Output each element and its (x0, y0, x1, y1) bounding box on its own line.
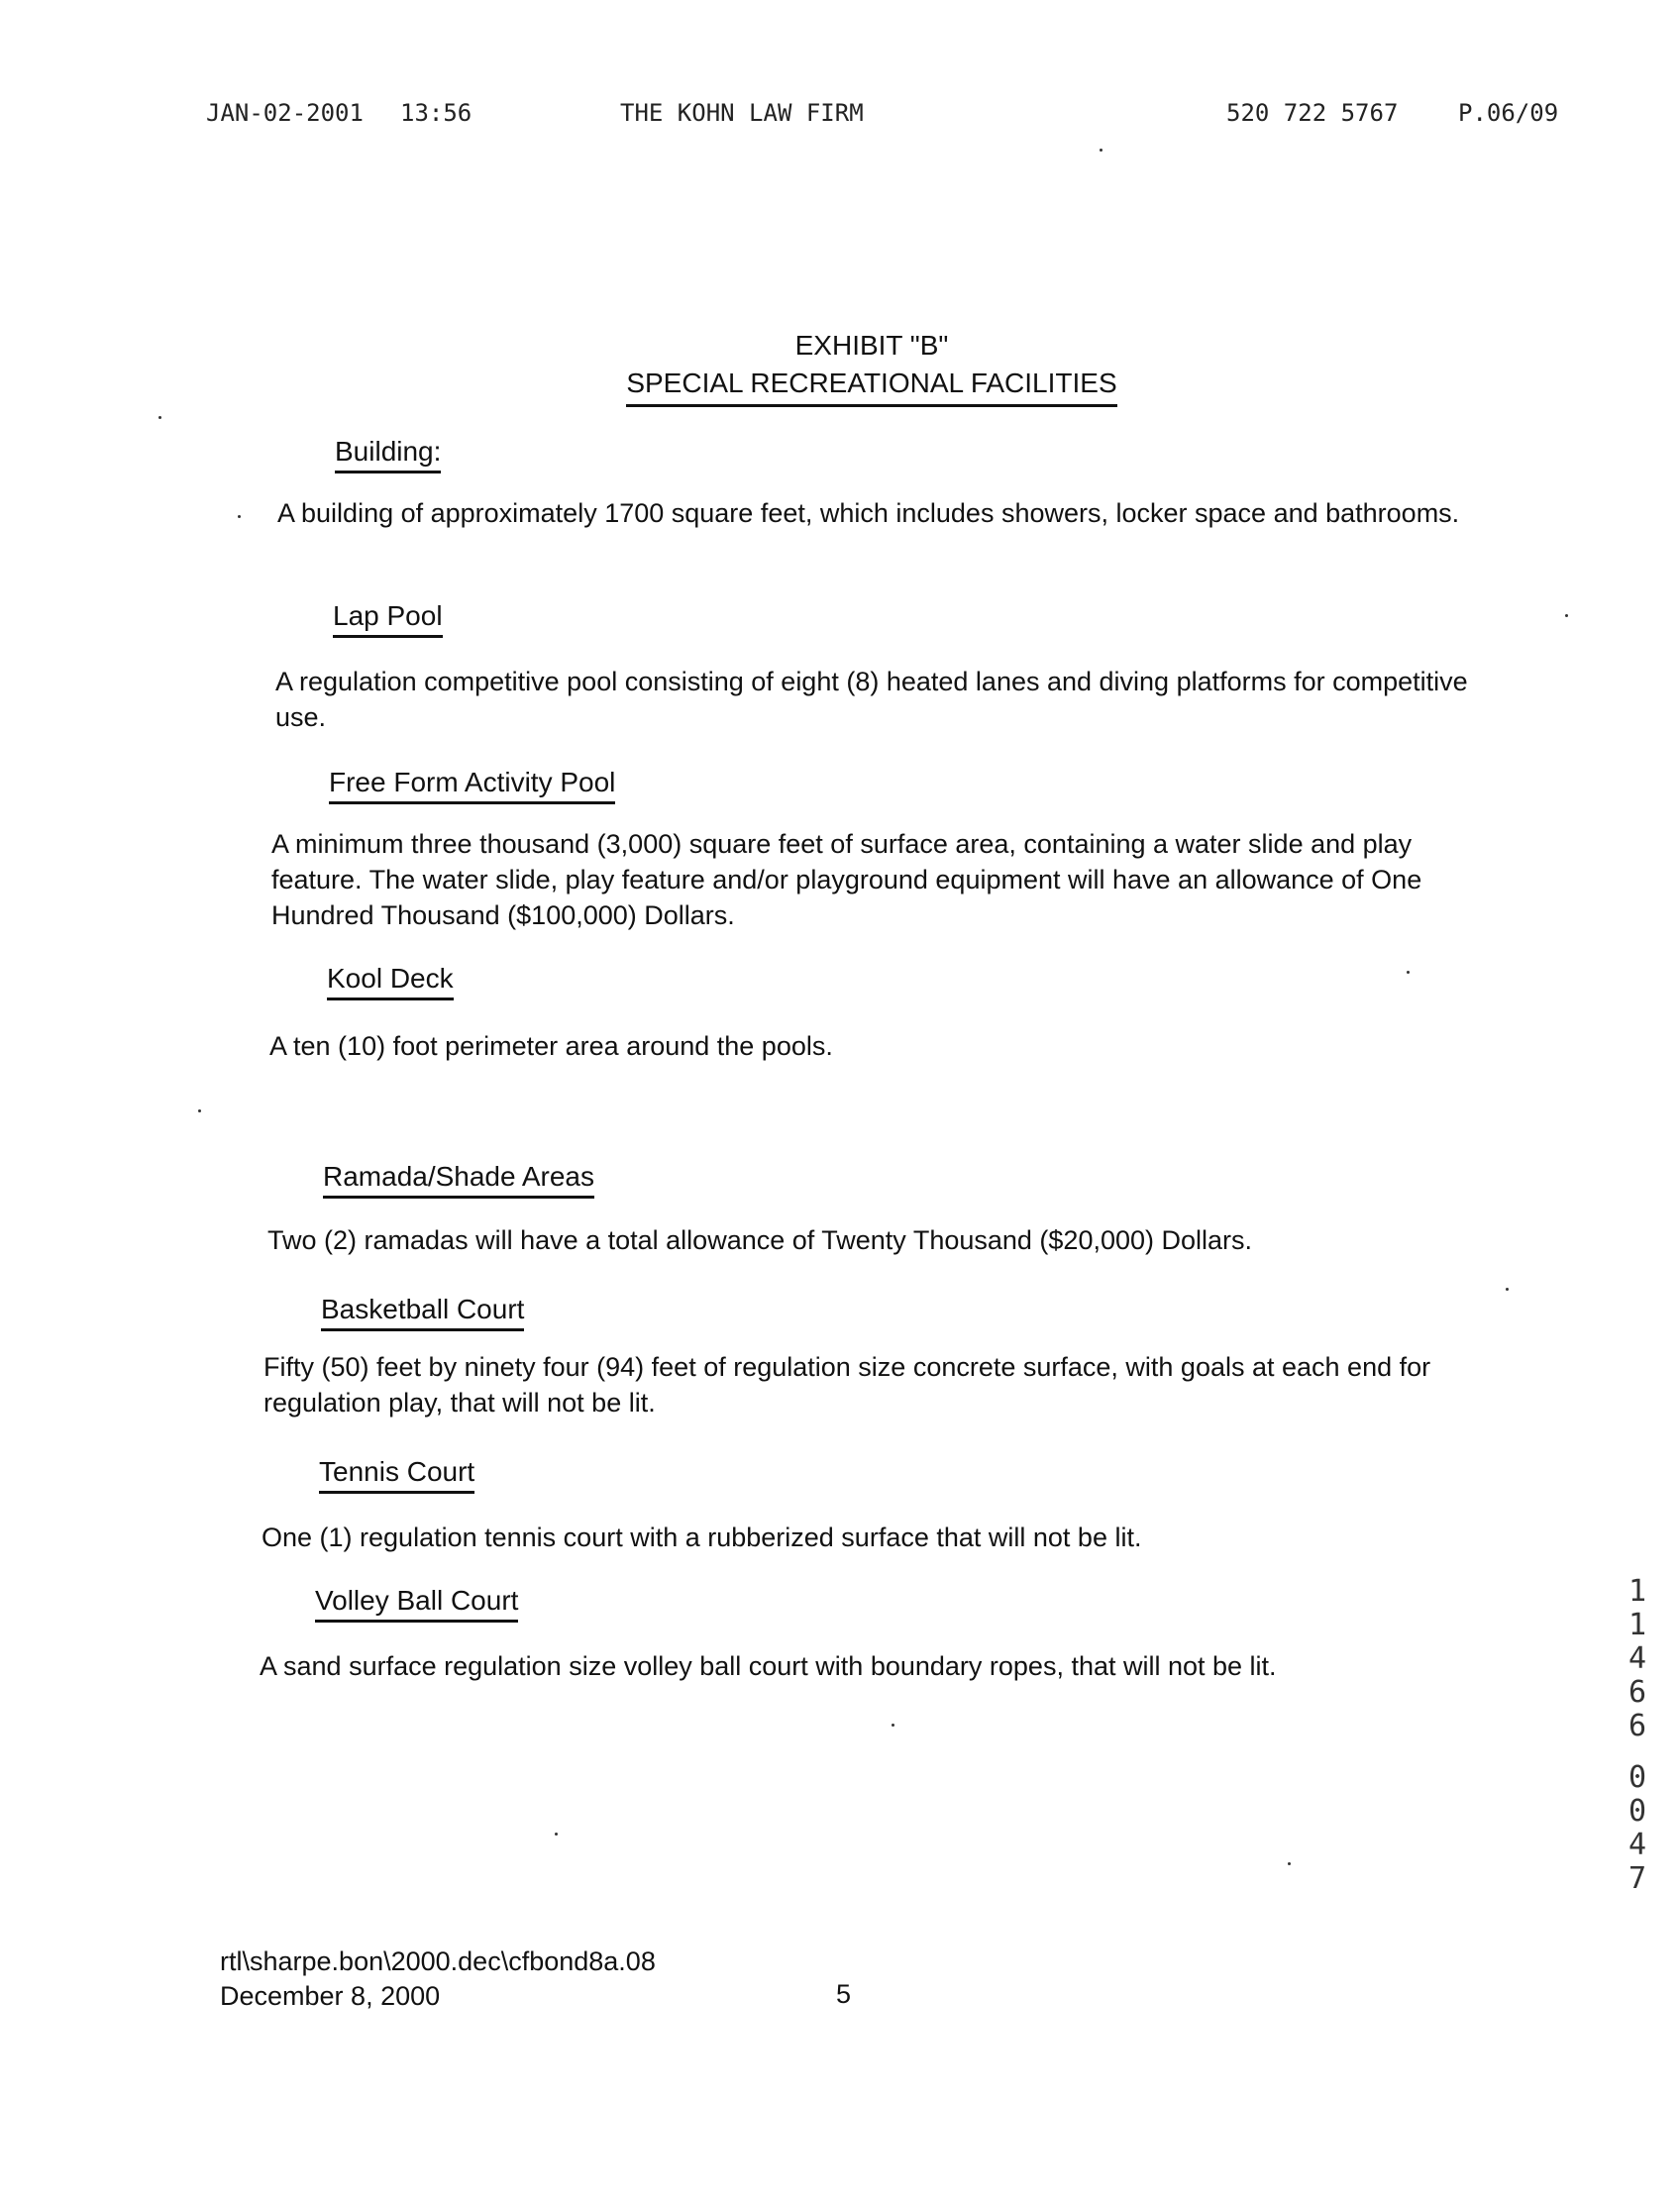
fax-date: JAN-02-2001 (206, 99, 364, 127)
section-text: Fifty (50) feet by ninety four (94) feet of regulation size concrete surface, with goals at each end for regulation play, that will not be lit. (263, 1352, 1431, 1418)
section-heading: Volley Ball Court (315, 1585, 518, 1623)
fax-sender-firm: THE KOHN LAW FIRM (620, 99, 864, 127)
bates-digit: 4 (1628, 1828, 1647, 1862)
bates-number (1623, 1575, 1652, 1896)
bates-digit: 1 (1628, 1608, 1647, 1642)
scan-speck (1100, 149, 1102, 152)
scan-speck (892, 1724, 894, 1727)
section-text: One (1) regulation tennis court with a rubberized surface that will not be lit. (262, 1523, 1142, 1552)
section-text: A ten (10) foot perimeter area around the pools. (269, 1031, 833, 1061)
section-text: A sand surface regulation size volley ball court with boundary ropes, that will not be lit. (260, 1651, 1277, 1681)
section-heading: Kool Deck (327, 963, 454, 1000)
fax-header (0, 99, 1680, 139)
scan-speck (1288, 1862, 1291, 1865)
section-text: Two (2) ramadas will have a total allowance of Twenty Thousand ($20,000) Dollars. (267, 1225, 1253, 1255)
bates-digit: 1 (1628, 1574, 1647, 1609)
scan-speck (1506, 1288, 1509, 1291)
scan-speck (1407, 971, 1410, 974)
footer-file-path: rtl\sharpe.bon\2000.dec\cfbond8a.08 (220, 1946, 656, 1976)
section-text: A regulation competitive pool consisting of eight (8) heated lanes and diving platforms for competitive use. (275, 667, 1468, 732)
bates-digit: 6 (1628, 1709, 1647, 1743)
exhibit-label: EXHIBIT "B" (794, 330, 949, 361)
section-text: A minimum three thousand (3,000) square feet of surface area, containing a water slide and play feature. The water slide, play feature and/or playground equipment will have an allowance of One Hundred Thousand ($100,000) Dollars. (271, 829, 1422, 930)
bates-digit: 0 (1628, 1794, 1647, 1829)
bates-gap (1623, 1743, 1652, 1761)
scan-speck (555, 1833, 558, 1836)
scan-speck (1565, 614, 1568, 617)
scan-speck (198, 1109, 201, 1112)
section-heading: Tennis Court (319, 1456, 474, 1494)
fax-page-indicator: P.06/09 (1458, 99, 1559, 127)
scan-speck (158, 416, 161, 419)
bates-digit: 6 (1628, 1675, 1647, 1710)
section-heading: Building: (335, 436, 441, 473)
scan-speck (238, 515, 241, 518)
section-heading: Basketball Court (321, 1294, 524, 1331)
section-text: A building of approximately 1700 square feet, which includes showers, locker space and bathrooms. (277, 498, 1460, 528)
bates-digit: 0 (1628, 1760, 1647, 1795)
document-title (594, 327, 1149, 407)
bates-digit: 4 (1628, 1641, 1647, 1676)
bates-digit: 7 (1628, 1861, 1647, 1896)
exhibit-title: SPECIAL RECREATIONAL FACILITIES (626, 365, 1116, 407)
section-heading: Lap Pool (333, 600, 443, 638)
fax-time: 13:56 (400, 99, 472, 127)
footer-date: December 8, 2000 (220, 1981, 441, 2011)
section-heading: Ramada/Shade Areas (323, 1161, 594, 1199)
section-heading: Free Form Activity Pool (329, 767, 615, 804)
fax-phone: 520 722 5767 (1226, 99, 1399, 127)
page-number: 5 (836, 1979, 852, 2009)
